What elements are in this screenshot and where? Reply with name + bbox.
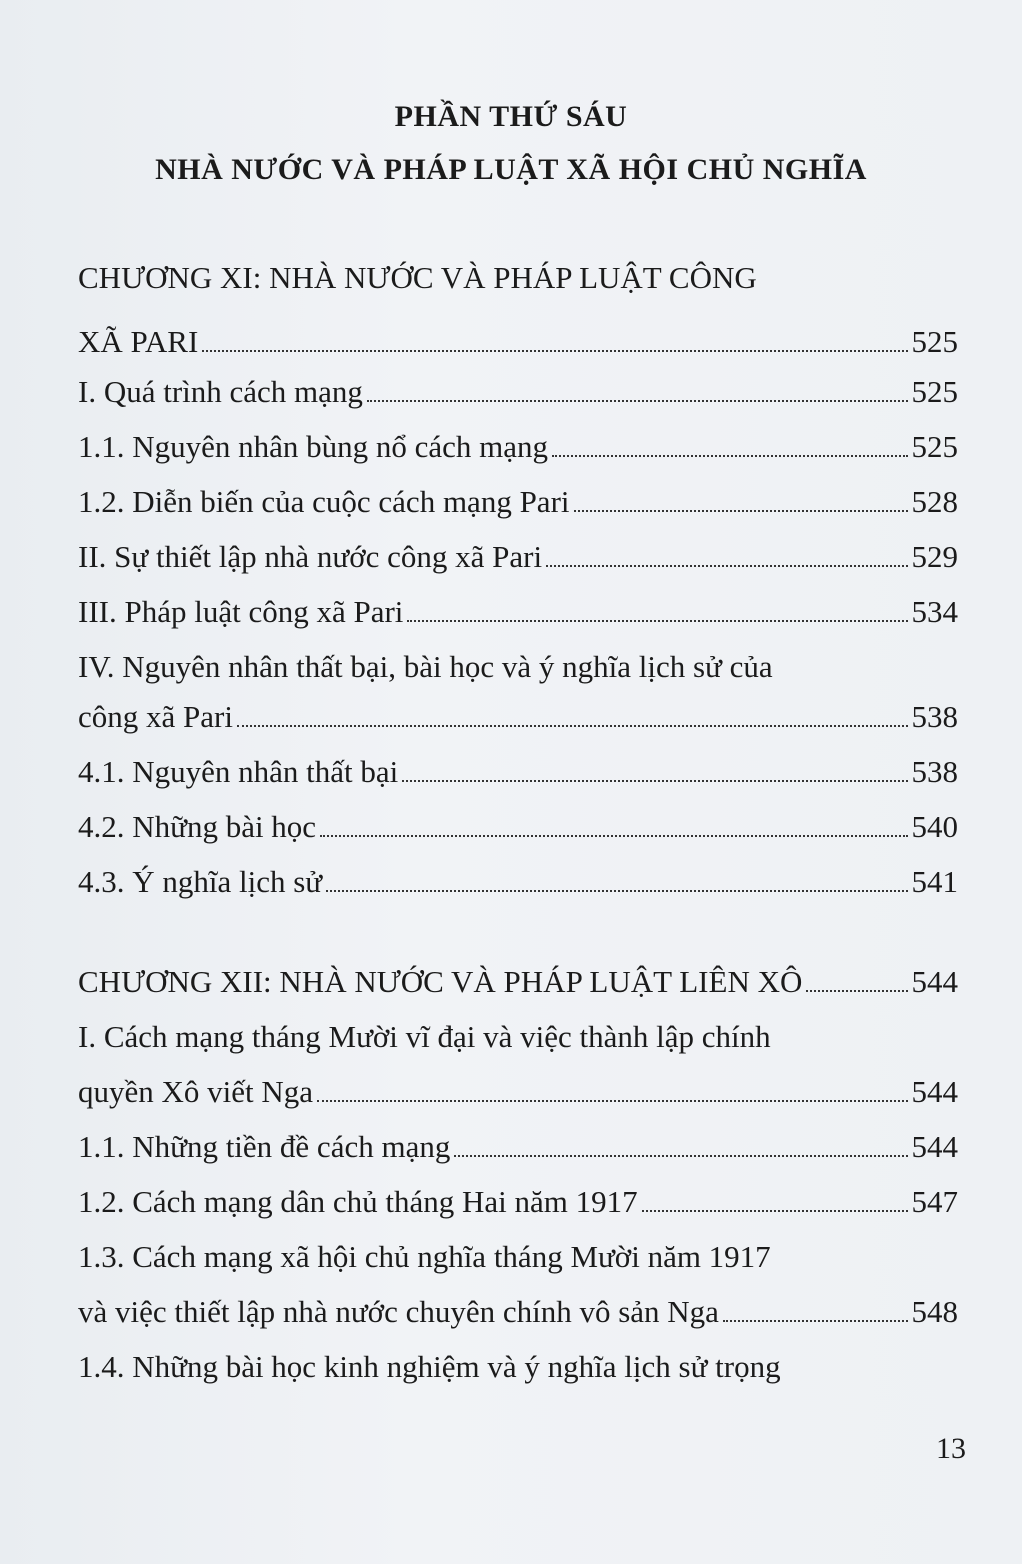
toc-entry-page: 540 xyxy=(911,809,958,844)
toc-entry xyxy=(78,256,958,296)
toc-entry-page: 525 xyxy=(911,429,958,464)
toc-leader-dots xyxy=(642,1209,908,1212)
toc-leader-dots xyxy=(317,1099,907,1102)
toc-leader-dots xyxy=(402,779,907,782)
part-subtitle: NHÀ NƯỚC VÀ PHÁP LUẬT XÃ HỘI CHỦ NGHĨA xyxy=(155,153,867,186)
toc-entry-title: 1.3. Cách mạng xã hội chủ nghĩa tháng Mười năm 1917 xyxy=(78,1239,771,1274)
page-number: 13 xyxy=(936,1432,966,1465)
toc-entry xyxy=(78,535,958,575)
toc-entry-title: 1.1. Nguyên nhân bùng nổ cách mạng xyxy=(78,429,549,464)
toc-entry-title: III. Pháp luật công xã Pari xyxy=(78,594,404,629)
toc-entry xyxy=(78,425,958,465)
toc-entry xyxy=(78,1290,958,1330)
toc-entry xyxy=(78,370,958,410)
toc-entry-page: 544 xyxy=(911,964,958,999)
toc-entry-title: 4.2. Những bài học xyxy=(78,809,317,844)
toc-leader-dots xyxy=(806,989,907,992)
toc-entry-page: 541 xyxy=(911,864,958,899)
toc-entry-title: và việc thiết lập nhà nước chuyên chính vô sản Nga xyxy=(78,1294,719,1329)
toc-entry-title: 4.1. Nguyên nhân thất bại xyxy=(78,754,399,789)
toc-entry-page: 547 xyxy=(911,1184,958,1219)
toc-leader-dots xyxy=(367,399,908,402)
toc-entry-page: 548 xyxy=(911,1294,958,1329)
toc-entry-page: 538 xyxy=(911,754,958,789)
toc-entry-title: IV. Nguyên nhân thất bại, bài học và ý nghĩa lịch sử của xyxy=(78,649,773,684)
toc-leader-dots xyxy=(546,564,907,567)
toc-entry-page: 544 xyxy=(911,1129,958,1164)
toc-entry-title: I. Cách mạng tháng Mười vĩ đại và việc thành lập chính xyxy=(78,1019,771,1054)
toc-entry-title: XÃ PARI xyxy=(78,324,199,359)
toc-entry xyxy=(78,645,958,685)
toc-entry xyxy=(78,1180,958,1220)
toc-leader-dots xyxy=(574,509,908,512)
toc-entry xyxy=(78,805,958,845)
toc-entry-title: 1.2. Cách mạng dân chủ tháng Hai năm 1917 xyxy=(78,1184,638,1219)
toc-leader-dots xyxy=(326,889,907,892)
toc-entry-title: II. Sự thiết lập nhà nước công xã Pari xyxy=(78,539,543,574)
toc-entry-title: I. Quá trình cách mạng xyxy=(78,374,363,409)
toc-entry-page: 544 xyxy=(911,1074,958,1109)
toc-leader-dots xyxy=(237,724,908,727)
toc-entry-title: công xã Pari xyxy=(78,699,233,734)
toc-entry-page: 534 xyxy=(911,594,958,629)
toc-entry xyxy=(78,860,958,900)
toc-entry-title: 1.1. Những tiền đề cách mạng xyxy=(78,1129,451,1164)
toc-entry xyxy=(78,590,958,630)
toc-entry xyxy=(78,960,958,1000)
toc-entry xyxy=(78,1345,958,1385)
toc-entry-page: 538 xyxy=(911,699,958,734)
toc-entry xyxy=(78,320,958,360)
toc-entry-page: 525 xyxy=(911,374,958,409)
toc-entry-page: 528 xyxy=(911,484,958,519)
toc-entry-title: CHƯƠNG XII: NHÀ NƯỚC VÀ PHÁP LUẬT LIÊN XÔ xyxy=(78,964,803,999)
toc-entry-page: 525 xyxy=(911,324,958,359)
toc-entry-title: quyền Xô viết Nga xyxy=(78,1074,314,1109)
toc-entry xyxy=(78,480,958,520)
toc-entry xyxy=(78,1070,958,1110)
toc-entry xyxy=(78,1235,958,1275)
toc-leader-dots xyxy=(723,1319,908,1322)
toc-entry xyxy=(78,1015,958,1055)
toc-leader-dots xyxy=(320,834,907,837)
toc-entry-title: 1.2. Diễn biến của cuộc cách mạng Pari xyxy=(78,484,570,519)
toc-entry xyxy=(78,750,958,790)
toc-leader-dots xyxy=(454,1154,907,1157)
toc-entry xyxy=(78,695,958,735)
toc-leader-dots xyxy=(407,619,907,622)
part-title: PHẦN THỨ SÁU xyxy=(394,100,628,133)
toc-entry-title: CHƯƠNG XI: NHÀ NƯỚC VÀ PHÁP LUẬT CÔNG xyxy=(78,260,757,295)
toc-entry-page: 529 xyxy=(911,539,958,574)
toc-entry-title: 1.4. Những bài học kinh nghiệm và ý nghĩa lịch sử trọng xyxy=(78,1349,781,1384)
toc-leader-dots xyxy=(202,349,907,352)
toc-entry-title: 4.3. Ý nghĩa lịch sử xyxy=(78,864,323,899)
toc-leader-dots xyxy=(552,454,907,457)
toc-entry xyxy=(78,1125,958,1165)
